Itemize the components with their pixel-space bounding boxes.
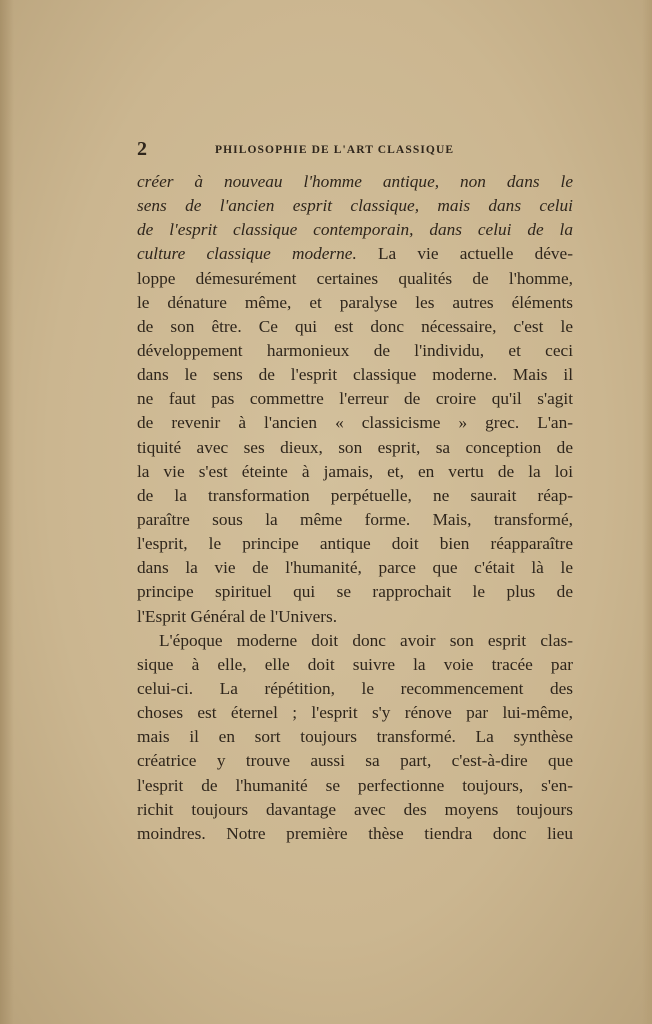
text-segment: dans la vie de l'humanité, parce que c'était là le bbox=[137, 558, 573, 578]
text-line bbox=[137, 387, 573, 411]
italic-text: de l'esprit classique contemporain, dans celui de la bbox=[137, 220, 573, 240]
text-segment: L'époque moderne doit donc avoir son esprit clas- bbox=[159, 630, 573, 650]
text-segment: richit toujours davantage avec des moyens toujours bbox=[137, 799, 573, 819]
text-segment: dans le sens de l'esprit classique moderne. Mais il bbox=[137, 365, 573, 385]
text-line bbox=[137, 194, 573, 218]
text-line bbox=[137, 822, 573, 846]
page-edge-shadow bbox=[642, 0, 652, 1024]
italic-text: sens de l'ancien esprit classique, mais dans celui bbox=[137, 196, 573, 216]
text-segment: de son être. Ce qui est donc nécessaire, c'est le bbox=[137, 316, 573, 336]
text-segment: ne faut pas commettre l'erreur de croire qu'il s'agit bbox=[137, 389, 573, 409]
text-segment: tiquité avec ses dieux, son esprit, sa conception de bbox=[137, 437, 573, 457]
text-line bbox=[137, 605, 573, 629]
text-segment: l'esprit, le principe antique doit bien réapparaître bbox=[137, 534, 573, 554]
page-header bbox=[137, 138, 572, 162]
text-line bbox=[137, 725, 573, 749]
body-text bbox=[137, 170, 573, 846]
text-line bbox=[137, 629, 573, 653]
text-line bbox=[137, 508, 573, 532]
text-segment: de revenir à l'ancien « classicisme » grec. L'an- bbox=[137, 413, 573, 433]
text-segment: développement harmonieux de l'individu, et ceci bbox=[137, 340, 573, 360]
text-line bbox=[137, 798, 573, 822]
text-line bbox=[137, 677, 573, 701]
text-line bbox=[137, 484, 573, 508]
text-segment: l'esprit de l'humanité se perfectionne toujours, s'en- bbox=[137, 775, 573, 795]
text-segment: créatrice y trouve aussi sa part, c'est-à-dire que bbox=[137, 751, 573, 771]
text-line bbox=[137, 556, 573, 580]
text-line bbox=[137, 242, 573, 266]
text-line bbox=[137, 218, 573, 242]
text-line bbox=[137, 460, 573, 484]
text-segment: principe spirituel qui se rapprochait le plus de bbox=[137, 582, 573, 602]
page-number: 2 bbox=[137, 138, 147, 160]
text-line bbox=[137, 653, 573, 677]
text-line bbox=[137, 774, 573, 798]
text-line bbox=[137, 701, 573, 725]
text-line bbox=[137, 291, 573, 315]
text-segment: La vie actuelle déve- bbox=[356, 244, 573, 264]
text-segment: mais il en sort toujours transformé. La synthèse bbox=[137, 727, 573, 747]
text-line bbox=[137, 749, 573, 773]
text-line bbox=[137, 580, 573, 604]
text-segment: choses est éternel ; l'esprit s'y rénove par lui-même, bbox=[137, 703, 573, 723]
text-segment: de la transformation perpétuelle, ne saurait réap- bbox=[137, 485, 573, 505]
text-segment: le dénature même, et paralyse les autres éléments bbox=[137, 292, 573, 312]
text-segment: l'Esprit Général de l'Univers. bbox=[137, 606, 338, 626]
page-edge-shadow bbox=[0, 0, 14, 1024]
text-line bbox=[137, 436, 573, 460]
running-title: PHILOSOPHIE DE L'ART CLASSIQUE bbox=[215, 144, 455, 156]
italic-text: créer à nouveau l'homme antique, non dans le bbox=[137, 172, 573, 191]
text-line bbox=[137, 532, 573, 556]
text-line bbox=[137, 170, 573, 194]
text-segment: moindres. Notre première thèse tiendra donc lieu bbox=[137, 823, 573, 843]
text-segment: la vie s'est éteinte à jamais, et, en vertu de la loi bbox=[137, 461, 573, 481]
text-line bbox=[137, 267, 573, 291]
text-segment: loppe démesurément certaines qualités de l'homme, bbox=[137, 268, 573, 288]
text-line bbox=[137, 363, 573, 387]
text-line bbox=[137, 411, 573, 435]
text-segment: paraître sous la même forme. Mais, transformé, bbox=[137, 509, 573, 529]
text-line bbox=[137, 315, 573, 339]
text-segment: celui-ci. La répétition, le recommencement des bbox=[137, 678, 573, 698]
text-segment: sique à elle, elle doit suivre la voie tracée par bbox=[137, 654, 573, 674]
italic-text: culture classique moderne. bbox=[137, 244, 357, 264]
text-line bbox=[137, 339, 573, 363]
